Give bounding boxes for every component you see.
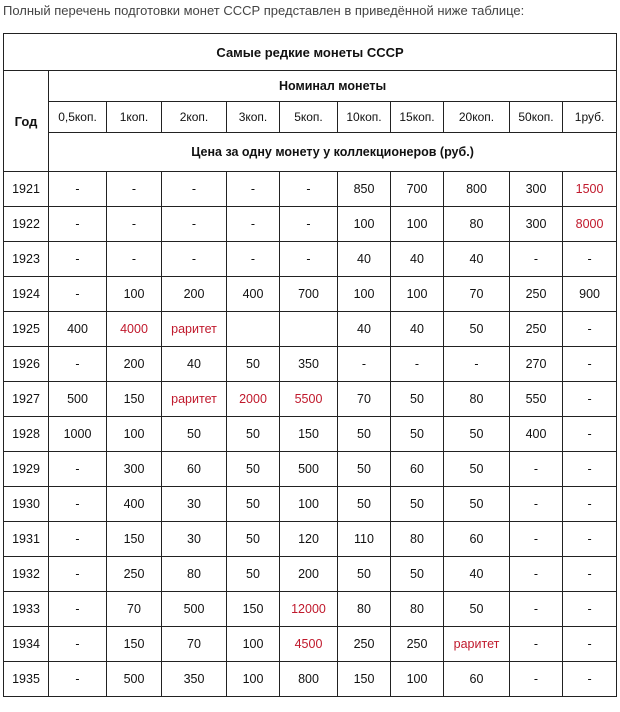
denomination-header: 10коп. (338, 102, 391, 133)
table-body (4, 172, 617, 697)
denomination-header: 0,5коп. (49, 102, 107, 133)
price-cell: 1500 (563, 172, 617, 207)
price-cell: 50 (162, 417, 227, 452)
price-cell: 200 (107, 347, 162, 382)
price-cell: 100 (227, 662, 280, 697)
price-cell: 50 (444, 312, 510, 347)
price-cell: 200 (162, 277, 227, 312)
denomination-header: 2коп. (162, 102, 227, 133)
price-cell: - (49, 557, 107, 592)
price-cell: 30 (162, 487, 227, 522)
price-cell: 80 (162, 557, 227, 592)
price-cell: - (49, 277, 107, 312)
price-cell: 50 (444, 592, 510, 627)
price-cell: 100 (391, 277, 444, 312)
table-row (4, 312, 617, 347)
price-cell: 100 (280, 487, 338, 522)
price-cell: 80 (391, 522, 444, 557)
price-cell: 400 (49, 312, 107, 347)
price-cell: - (49, 207, 107, 242)
price-cell: 800 (444, 172, 510, 207)
price-cell: - (563, 452, 617, 487)
table-row (4, 172, 617, 207)
price-cell: 100 (338, 277, 391, 312)
denomination-row (4, 102, 617, 133)
price-cell: 150 (107, 627, 162, 662)
price-cell: 900 (563, 277, 617, 312)
price-cell: 100 (107, 417, 162, 452)
rare-coins-table (3, 33, 617, 697)
price-cell: - (49, 347, 107, 382)
price-cell: 500 (49, 382, 107, 417)
price-cell: 500 (107, 662, 162, 697)
price-cell: 100 (107, 277, 162, 312)
price-cell: - (563, 627, 617, 662)
price-cell: 300 (510, 207, 563, 242)
denomination-header: 50коп. (510, 102, 563, 133)
price-cell: - (563, 382, 617, 417)
year-cell: 1925 (4, 312, 49, 347)
price-cell: - (107, 172, 162, 207)
price-cell: раритет (162, 382, 227, 417)
price-cell: 40 (444, 557, 510, 592)
price-cell: - (510, 557, 563, 592)
table-title: Самые редкие монеты СССР (4, 34, 617, 71)
table-row (4, 347, 617, 382)
price-cell: 700 (280, 277, 338, 312)
price-cell: - (49, 627, 107, 662)
price-cell: 500 (162, 592, 227, 627)
price-cell: 50 (227, 452, 280, 487)
price-cell: - (227, 207, 280, 242)
price-cell: 50 (444, 417, 510, 452)
table-row (4, 487, 617, 522)
price-cell: - (227, 172, 280, 207)
price-cell: - (227, 242, 280, 277)
price-cell: 50 (391, 382, 444, 417)
year-cell: 1931 (4, 522, 49, 557)
price-cell: 120 (280, 522, 338, 557)
price-cell: 110 (338, 522, 391, 557)
price-cell: - (563, 662, 617, 697)
denomination-header: 15коп. (391, 102, 444, 133)
price-cell: 80 (444, 382, 510, 417)
price-cell: 1000 (49, 417, 107, 452)
table-row (4, 277, 617, 312)
price-cell: - (510, 662, 563, 697)
price-cell: 270 (510, 347, 563, 382)
price-cell: 50 (338, 487, 391, 522)
price-cell: 40 (338, 312, 391, 347)
price-cell (280, 312, 338, 347)
price-cell: 50 (444, 487, 510, 522)
price-cell: - (510, 627, 563, 662)
intro-text: Полный перечень подготовки монет СССР представлен в приведённой ниже таблице: (3, 3, 525, 18)
price-cell: 40 (338, 242, 391, 277)
denomination-header: 5коп. (280, 102, 338, 133)
year-cell: 1934 (4, 627, 49, 662)
price-cell: 50 (227, 557, 280, 592)
table-row (4, 207, 617, 242)
price-cell: 250 (391, 627, 444, 662)
price-cell: 40 (391, 242, 444, 277)
price-cell: раритет (444, 627, 510, 662)
price-cell: - (49, 662, 107, 697)
price-cell: - (49, 452, 107, 487)
price-cell: 2000 (227, 382, 280, 417)
price-cell: - (563, 242, 617, 277)
price-cell: 850 (338, 172, 391, 207)
price-cell: 50 (338, 557, 391, 592)
price-cell: 5500 (280, 382, 338, 417)
price-cell: 250 (107, 557, 162, 592)
price-cell: 70 (338, 382, 391, 417)
price-cell: - (280, 172, 338, 207)
price-cell: 80 (444, 207, 510, 242)
price-cell: - (107, 242, 162, 277)
price-cell: 250 (510, 312, 563, 347)
price-cell: - (107, 207, 162, 242)
price-cell: 150 (107, 522, 162, 557)
price-cell: - (563, 417, 617, 452)
price-cell: 60 (444, 662, 510, 697)
price-cell: 100 (391, 207, 444, 242)
price-cell: 50 (227, 347, 280, 382)
price-cell: - (563, 312, 617, 347)
price-cell: 700 (391, 172, 444, 207)
price-cell: 250 (510, 277, 563, 312)
table-row (4, 417, 617, 452)
price-cell: 60 (444, 522, 510, 557)
price-cell: 50 (391, 417, 444, 452)
price-cell: - (280, 207, 338, 242)
price-cell: 300 (510, 172, 563, 207)
price-cell: 70 (162, 627, 227, 662)
year-cell: 1923 (4, 242, 49, 277)
year-column-header: Год (4, 71, 49, 172)
price-cell: 50 (338, 452, 391, 487)
year-cell: 1924 (4, 277, 49, 312)
year-cell: 1922 (4, 207, 49, 242)
price-cell: - (280, 242, 338, 277)
price-cell: 350 (280, 347, 338, 382)
price-cell: 80 (338, 592, 391, 627)
price-cell: - (510, 487, 563, 522)
price-cell: - (510, 592, 563, 627)
year-cell: 1932 (4, 557, 49, 592)
price-cell: 400 (227, 277, 280, 312)
denomination-header: 1коп. (107, 102, 162, 133)
table-row (4, 592, 617, 627)
price-cell: 4500 (280, 627, 338, 662)
price-cell: 400 (107, 487, 162, 522)
price-cell: 150 (338, 662, 391, 697)
price-cell: - (510, 452, 563, 487)
price-cell: - (162, 207, 227, 242)
table-row (4, 452, 617, 487)
price-cell: 100 (338, 207, 391, 242)
price-cell: 150 (280, 417, 338, 452)
price-cell: раритет (162, 312, 227, 347)
price-cell: - (49, 592, 107, 627)
price-cell: 550 (510, 382, 563, 417)
year-cell: 1927 (4, 382, 49, 417)
year-cell: 1926 (4, 347, 49, 382)
price-cell: - (444, 347, 510, 382)
price-cell: 4000 (107, 312, 162, 347)
price-cell: 50 (444, 452, 510, 487)
price-cell: 50 (227, 417, 280, 452)
price-cell: 100 (227, 627, 280, 662)
price-cell: 40 (162, 347, 227, 382)
price-cell: 70 (444, 277, 510, 312)
price-cell: - (49, 172, 107, 207)
price-cell: - (563, 592, 617, 627)
denomination-header: 20коп. (444, 102, 510, 133)
price-cell: 500 (280, 452, 338, 487)
price-cell: 150 (107, 382, 162, 417)
price-cell: 800 (280, 662, 338, 697)
price-cell: 50 (391, 557, 444, 592)
table-row (4, 242, 617, 277)
price-cell: 350 (162, 662, 227, 697)
price-cell: - (391, 347, 444, 382)
price-cell: 50 (338, 417, 391, 452)
year-cell: 1928 (4, 417, 49, 452)
year-cell: 1929 (4, 452, 49, 487)
price-cell: - (338, 347, 391, 382)
price-cell: - (162, 172, 227, 207)
year-cell: 1930 (4, 487, 49, 522)
nominal-header: Номинал монеты (49, 71, 617, 102)
table-row (4, 522, 617, 557)
price-cell: 12000 (280, 592, 338, 627)
denomination-header: 3коп. (227, 102, 280, 133)
price-cell: - (49, 487, 107, 522)
price-cell: 300 (107, 452, 162, 487)
year-cell: 1935 (4, 662, 49, 697)
price-cell: 250 (338, 627, 391, 662)
price-cell: 40 (444, 242, 510, 277)
price-cell: - (563, 522, 617, 557)
price-cell: 30 (162, 522, 227, 557)
table-row (4, 382, 617, 417)
table-row (4, 557, 617, 592)
table-row (4, 662, 617, 697)
price-cell: - (563, 347, 617, 382)
price-cell: - (510, 522, 563, 557)
price-cell: 400 (510, 417, 563, 452)
price-cell: - (510, 242, 563, 277)
price-cell: 100 (391, 662, 444, 697)
price-cell: 50 (227, 487, 280, 522)
price-cell: - (162, 242, 227, 277)
table-row (4, 627, 617, 662)
price-cell: 80 (391, 592, 444, 627)
price-cell: 200 (280, 557, 338, 592)
year-cell: 1921 (4, 172, 49, 207)
price-cell: - (563, 487, 617, 522)
price-cell (227, 312, 280, 347)
price-cell: 8000 (563, 207, 617, 242)
price-cell: 60 (162, 452, 227, 487)
price-cell: 50 (391, 487, 444, 522)
price-cell: 40 (391, 312, 444, 347)
year-cell: 1933 (4, 592, 49, 627)
price-cell: - (49, 522, 107, 557)
price-header: Цена за одну монету у коллекционеров (руб.) (49, 133, 617, 172)
price-cell: 60 (391, 452, 444, 487)
denomination-header: 1руб. (563, 102, 617, 133)
price-cell: - (563, 557, 617, 592)
price-cell: - (49, 242, 107, 277)
price-cell: 70 (107, 592, 162, 627)
price-cell: 150 (227, 592, 280, 627)
price-cell: 50 (227, 522, 280, 557)
